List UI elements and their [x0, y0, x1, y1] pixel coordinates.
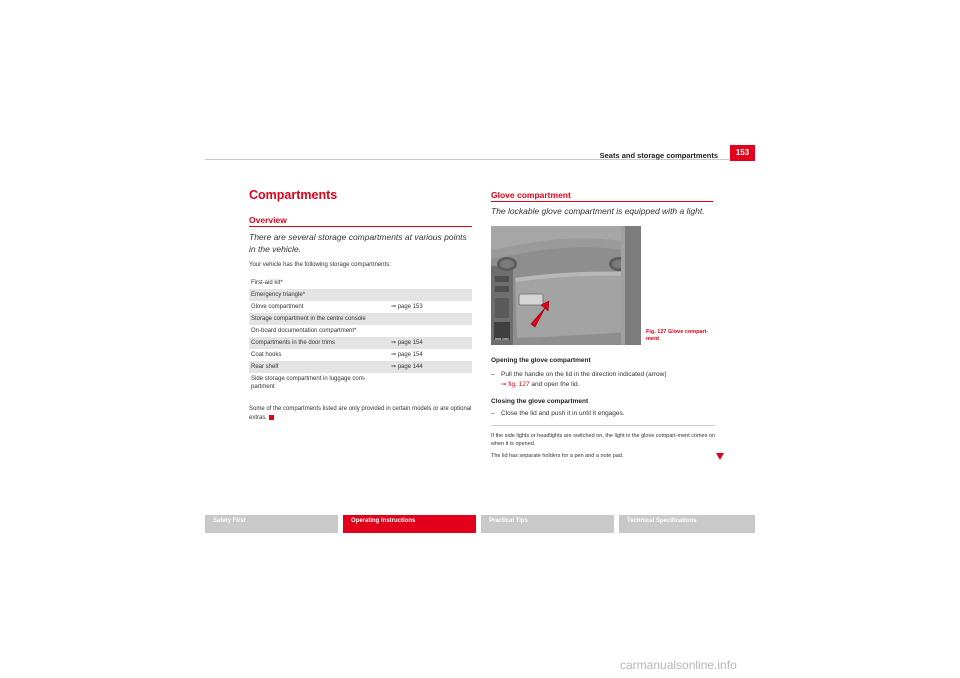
- table-row: [249, 325, 472, 337]
- step-dash: –: [491, 410, 495, 417]
- opening-step: [491, 370, 721, 390]
- glove-heading: Glove compartment: [491, 190, 571, 200]
- page-heading: Compartments: [249, 188, 338, 202]
- compartment-table: [249, 277, 472, 393]
- section-title: Seats and storage compartments: [599, 151, 718, 160]
- step-dash: –: [491, 371, 495, 378]
- table-ref: [389, 313, 472, 325]
- opening-step-text: Pull the handle on the lid in the direction indicated (arrow): [501, 371, 667, 378]
- closing-heading: Closing the glove compartment: [491, 398, 589, 405]
- continue-arrow-icon: [716, 453, 724, 460]
- table-item: First-aid kit*: [251, 280, 283, 286]
- table-item: Emergency triangle*: [251, 292, 306, 298]
- table-row: [249, 337, 472, 349]
- page-number: 153: [730, 145, 755, 161]
- overview-note: [249, 405, 473, 423]
- closing-step-text: Close the lid and push it in until it engages.: [501, 410, 625, 417]
- overview-intro: Your vehicle has the following storage compartments:: [249, 262, 391, 268]
- table-item: Coat hooks: [251, 352, 282, 358]
- holder-note: The lid has separate holders for a pen and a note pad.: [491, 453, 624, 459]
- watermark: carmanualsonline.info: [620, 658, 737, 672]
- table-row: [249, 289, 472, 301]
- table-ref: [389, 277, 472, 289]
- table-item: On-board documentation compartment*: [251, 328, 357, 334]
- table-ref[interactable]: ⇒ page 153: [391, 304, 423, 310]
- glove-compartment-figure: [491, 226, 641, 345]
- opening-step-tail: and open the lid.: [529, 381, 580, 388]
- end-of-section-icon: [269, 415, 274, 420]
- opening-heading: Opening the glove compartment: [491, 357, 591, 364]
- tab-safety-first[interactable]: Safety First: [205, 515, 338, 533]
- overview-rule: [249, 226, 472, 227]
- tab-operating-instructions[interactable]: Operating Instructions: [343, 515, 476, 533]
- tab-technical-specifications[interactable]: Technical Specifications: [619, 515, 755, 533]
- table-row: [249, 301, 472, 313]
- table-ref: [389, 325, 472, 337]
- table-row: [249, 361, 472, 373]
- light-note: If the side lights or headlights are switched on, the light in the glove compart-ment comes on when it is opened.: [491, 433, 716, 447]
- overview-lead: There are several storage compartments at various points in the vehicle.: [249, 232, 467, 254]
- table-item: Storage compartment in the centre console: [251, 316, 366, 322]
- table-ref: [389, 289, 472, 301]
- table-item: Compartments in the door trims: [251, 340, 336, 346]
- note-separator: [491, 425, 715, 426]
- table-item: Glove compartment: [251, 304, 304, 310]
- table-ref[interactable]: ⇒ page 154: [391, 352, 423, 358]
- tab-practical-tips[interactable]: Practical Tips: [481, 515, 614, 533]
- table-ref: [389, 373, 472, 393]
- table-ref[interactable]: ⇒ page 154: [391, 340, 423, 346]
- table-row: [249, 277, 472, 289]
- closing-step: [491, 410, 721, 417]
- overview-heading: Overview: [249, 215, 287, 225]
- table-item: Rear shelf: [251, 364, 279, 370]
- table-row: [249, 349, 472, 361]
- overview-note-text: Some of the compartments listed are only provided in certain models or are optional extras.: [249, 406, 472, 421]
- table-item: Side storage compartment in luggage com-partment: [251, 376, 366, 390]
- table-ref[interactable]: ⇒ page 144: [391, 364, 423, 370]
- glove-rule: [491, 201, 713, 202]
- figure-link[interactable]: ⇒ fig. 127: [501, 381, 530, 388]
- table-row: [249, 373, 472, 393]
- glove-lead: The lockable glove compartment is equipped with a light.: [491, 206, 705, 216]
- figure-code: B5M-0065: [495, 337, 509, 341]
- figure-caption: Fig. 127 Glove compart-ment: [646, 329, 709, 342]
- table-row: [249, 313, 472, 325]
